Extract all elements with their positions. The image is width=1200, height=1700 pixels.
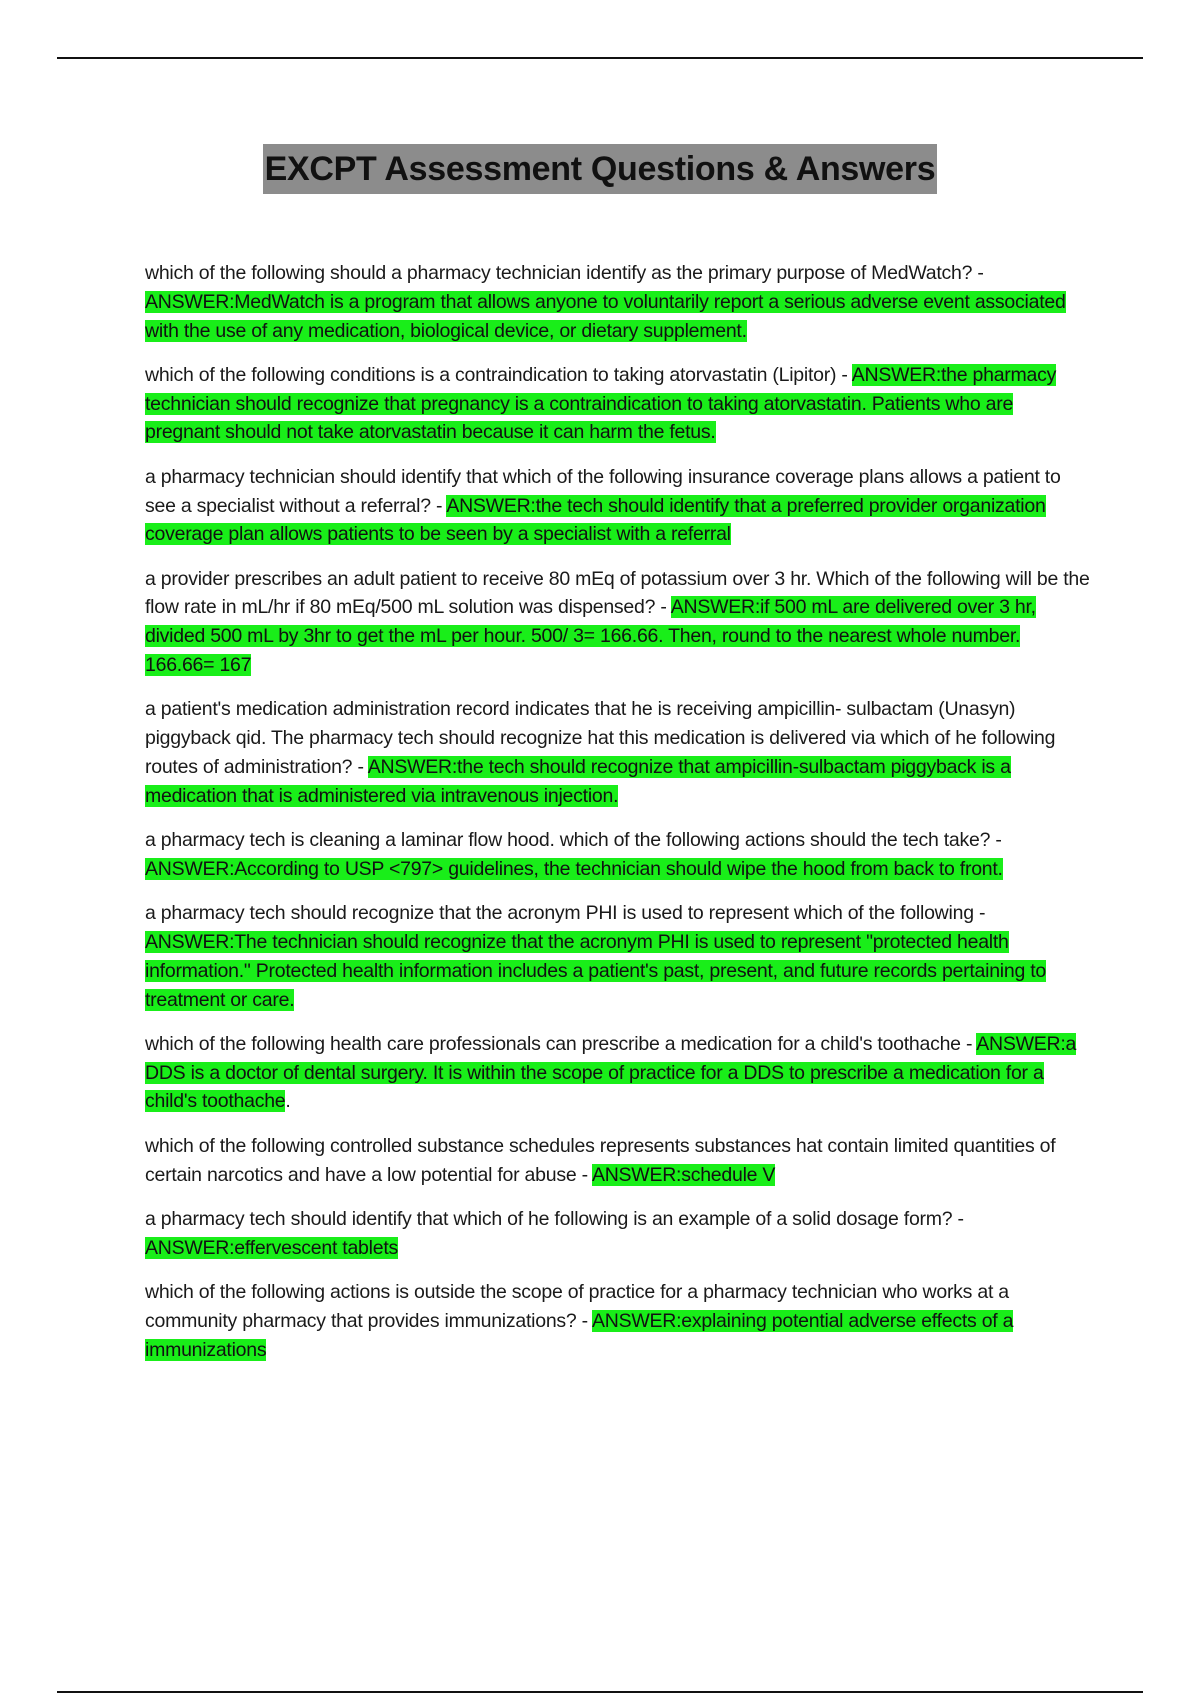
answer-text: ANSWER:the tech should recognize that ampicillin-sulbactam piggyback is a medication that is administered via intravenous injection. — [145, 755, 1011, 807]
question-text: a pharmacy tech should recognize that the acronym PHI is used to represent which of the following - — [145, 902, 986, 925]
question-text: which of the following actions is outside the scope of practice for a pharmacy technician who works at a community pharmacy that provides immunizations? - — [145, 1280, 1009, 1332]
title-container — [0, 144, 1200, 194]
qa-item — [145, 259, 1090, 345]
question-text: a pharmacy tech is cleaning a laminar flow hood. which of the following actions should the tech take? - — [145, 829, 1002, 852]
answer-text: ANSWER:the tech should identify that a preferred provider organization coverage plan allows patients to be seen by a specialist with a referral — [145, 494, 1046, 546]
question-text: which of the following should a pharmacy technician identify as the primary purpose of MedWatch? - — [145, 262, 984, 284]
document-title: EXCPT Assessment Questions & Answers — [263, 144, 938, 194]
answer-text: ANSWER:the pharmacy technician should recognize that pregnancy is a contraindication to taking atorvastatin. Patients who are pregnant should not take atorvastatin because it can harm the fetus. — [145, 363, 1057, 444]
answer-text: ANSWER:a DDS is a doctor of dental surgery. It is within the scope of practice for a DDS to prescribe a medication for a child's toothache — [145, 1032, 1077, 1113]
answer-text: ANSWER:explaining potential adverse effects of a immunizations — [145, 1309, 1014, 1361]
question-text: which of the following controlled substance schedules represents substances hat contain limited quantities of certain narcotics and have a low potential for abuse - — [145, 1134, 1056, 1186]
qa-item — [145, 826, 1090, 884]
qa-item — [145, 695, 1090, 810]
answer-suffix: . — [285, 1090, 291, 1113]
qa-item — [145, 899, 1090, 1014]
qa-item — [145, 1132, 1090, 1190]
question-text: which of the following conditions is a contraindication to taking atorvastatin (Lipitor) - — [145, 363, 852, 386]
question-text: a pharmacy technician should identify that which of the following insurance coverage plans allows a patient to see a specialist without a referral? - — [145, 465, 1061, 517]
answer-text: ANSWER:if 500 mL are delivered over 3 hr, divided 500 mL by 3hr to get the mL per hour. 500/ 3= 166.66. Then, round to the nearest whole number. 166.66= 167 — [145, 596, 1036, 677]
qa-item — [145, 1278, 1090, 1364]
question-text: a pharmacy tech should identify that which of he following is an example of a solid dosage form? - — [145, 1207, 964, 1230]
qa-item — [145, 1030, 1090, 1116]
qa-list — [145, 259, 1090, 1380]
answer-text: ANSWER:According to USP <797> guidelines, the technician should wipe the hood from back to front. — [145, 857, 1003, 880]
answer-text: ANSWER:effervescent tablets — [145, 1236, 398, 1259]
question-text: which of the following health care professionals can prescribe a medication for a child's toothache - — [145, 1032, 977, 1055]
header-rule — [57, 57, 1143, 59]
answer-text: ANSWER:schedule V — [591, 1163, 776, 1186]
question-text: a patient's medication administration record indicates that he is receiving ampicillin- sulbactam (Unasyn) piggyback qid. The pharmacy tech should recognize hat this medication is delivered via which of he following routes of administration? - — [145, 698, 1056, 778]
answer-text: ANSWER:MedWatch is a program that allows anyone to voluntarily report a serious adverse event associated with the use of any medication, biological device, or dietary supplement. — [145, 290, 1066, 342]
qa-item — [145, 361, 1090, 447]
qa-item — [145, 565, 1090, 680]
qa-item — [145, 463, 1090, 549]
qa-item — [145, 1205, 1090, 1263]
footer-rule — [57, 1691, 1143, 1693]
question-text: a provider prescribes an adult patient to receive 80 mEq of potassium over 3 hr. Which of the following will be the flow rate in mL/hr if 80 mEq/500 mL solution was dispensed? - — [145, 567, 1090, 619]
answer-text: ANSWER:The technician should recognize that the acronym PHI is used to represent "protected health information." Protected health information includes a patient's past, present, and future records pertaining to treatment or care. — [145, 930, 1047, 1011]
